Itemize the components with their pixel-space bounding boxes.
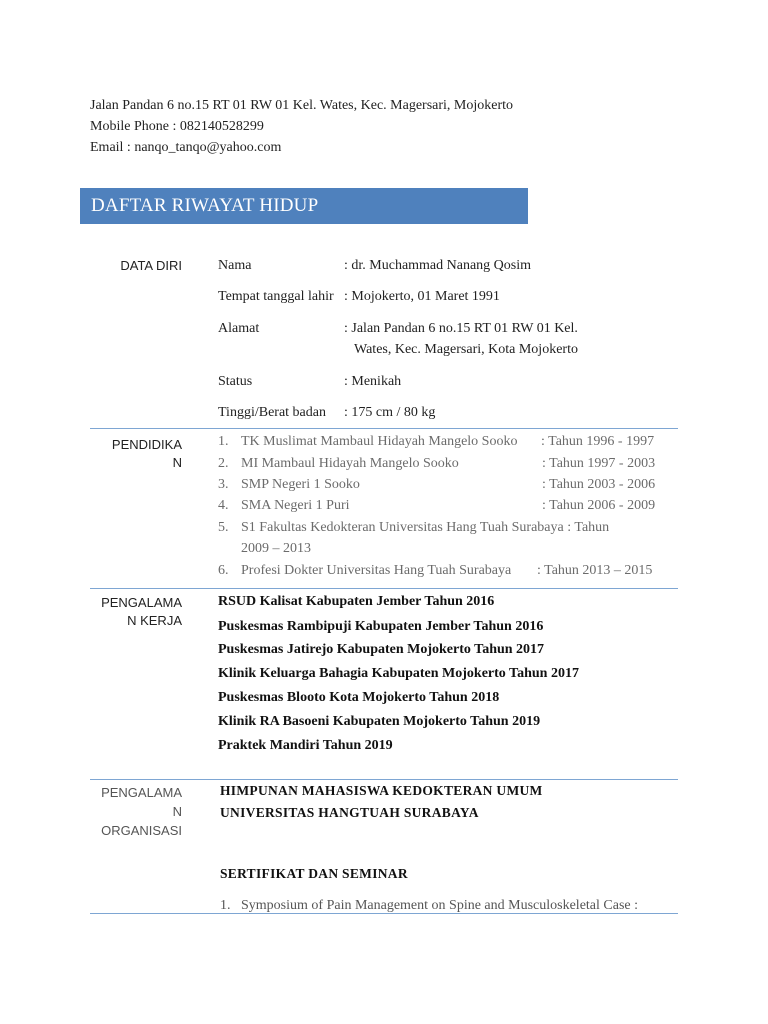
edu-name: TK Muslimat Mambaul Hidayah Mangelo Sooko — [241, 434, 518, 449]
field-label-birth: Tempat tanggal lahir — [218, 289, 334, 304]
field-value-birth: : Mojokerto, 01 Maret 1991 — [344, 289, 500, 304]
section-label-pendidikan — [90, 436, 182, 472]
page-title: DAFTAR RIWAYAT HIDUP — [91, 195, 319, 216]
edu-year: : Tahun 2013 – 2015 — [537, 563, 653, 578]
work-item: Klinik Keluarga Bahagia Kabupaten Mojokerto Tahun 2017 — [218, 666, 579, 681]
edu-number: 1. — [218, 434, 229, 449]
edu-year: : Tahun 2003 - 2006 — [542, 477, 656, 492]
field-value-status: : Menikah — [344, 374, 402, 389]
field-value-address-2: Wates, Kec. Magersari, Kota Mojokerto — [354, 342, 578, 357]
organization-name-line2: UNIVERSITAS HANGTUAH SURABAYA — [220, 805, 479, 820]
edu-name-continued: 2009 – 2013 — [241, 541, 311, 556]
section-label-line: PENDIDIKA — [111, 437, 182, 452]
divider — [90, 588, 678, 589]
work-item: Klinik RA Basoeni Kabupaten Mojokerto Tahun 2019 — [218, 714, 541, 729]
field-value-height-weight: : 175 cm / 80 kg — [344, 405, 436, 420]
work-item: Puskesmas Rambipuji Kabupaten Jember Tahun 2016 — [218, 619, 544, 634]
edu-number: 6. — [218, 563, 229, 578]
section-label-line: N — [172, 804, 182, 819]
edu-number: 2. — [218, 456, 229, 471]
edu-number: 3. — [218, 477, 229, 492]
seminar-number: 1. — [220, 898, 231, 913]
section-label-line: ORGANISASI — [101, 823, 182, 838]
section-label-data-diri: DATA DIRI — [120, 258, 182, 273]
edu-year: : Tahun 1996 - 1997 — [541, 434, 655, 449]
contact-phone: Mobile Phone : 082140528299 — [90, 119, 264, 134]
section-label-pengalaman-kerja — [90, 594, 182, 630]
edu-name: S1 Fakultas Kedokteran Universitas Hang Tuah Surabaya : Tahun — [241, 520, 610, 535]
edu-name: Profesi Dokter Universitas Hang Tuah Surabaya — [241, 563, 512, 578]
field-label-height-weight: Tinggi/Berat badan — [218, 405, 326, 420]
work-item: Puskesmas Blooto Kota Mojokerto Tahun 2018 — [218, 690, 500, 705]
section-label-line: N — [172, 455, 182, 470]
field-label-status: Status — [218, 374, 253, 389]
field-value-name: : dr. Muchammad Nanang Qosim — [344, 258, 532, 273]
work-item: RSUD Kalisat Kabupaten Jember Tahun 2016 — [218, 594, 495, 609]
field-label-address: Alamat — [218, 321, 260, 336]
edu-number: 4. — [218, 498, 229, 513]
certificate-heading: SERTIFIKAT DAN SEMINAR — [220, 866, 408, 881]
divider — [90, 779, 678, 780]
contact-email: Email : nanqo_tanqo@yahoo.com — [90, 140, 282, 155]
edu-year: : Tahun 1997 - 2003 — [542, 456, 656, 471]
edu-number: 5. — [218, 520, 229, 535]
section-label-line: PENGALAMA — [101, 785, 182, 800]
edu-name: SMA Negeri 1 Puri — [241, 498, 350, 513]
field-label-name: Nama — [218, 258, 252, 273]
organization-name: HIMPUNAN MAHASISWA KEDOKTERAN UMUM — [220, 783, 543, 798]
section-label-line: N KERJA — [127, 613, 182, 628]
edu-name: MI Mambaul Hidayah Mangelo Sooko — [241, 456, 459, 471]
contact-address: Jalan Pandan 6 no.15 RT 01 RW 01 Kel. Wates, Kec. Magersari, Mojokerto — [90, 98, 514, 113]
section-label-line: PENGALAMA — [101, 595, 182, 610]
section-label-pengalaman-organisasi — [90, 783, 182, 840]
title-banner — [80, 188, 528, 224]
divider — [90, 913, 678, 914]
divider — [90, 428, 678, 429]
work-item: Praktek Mandiri Tahun 2019 — [218, 738, 393, 753]
edu-year: : Tahun 2006 - 2009 — [542, 498, 656, 513]
seminar-item: Symposium of Pain Management on Spine and Musculoskeletal Case : — [241, 898, 639, 913]
work-item: Puskesmas Jatirejo Kabupaten Mojokerto Tahun 2017 — [218, 642, 545, 657]
field-value-address-1: : Jalan Pandan 6 no.15 RT 01 RW 01 Kel. — [344, 321, 578, 336]
edu-name: SMP Negeri 1 Sooko — [241, 477, 360, 492]
